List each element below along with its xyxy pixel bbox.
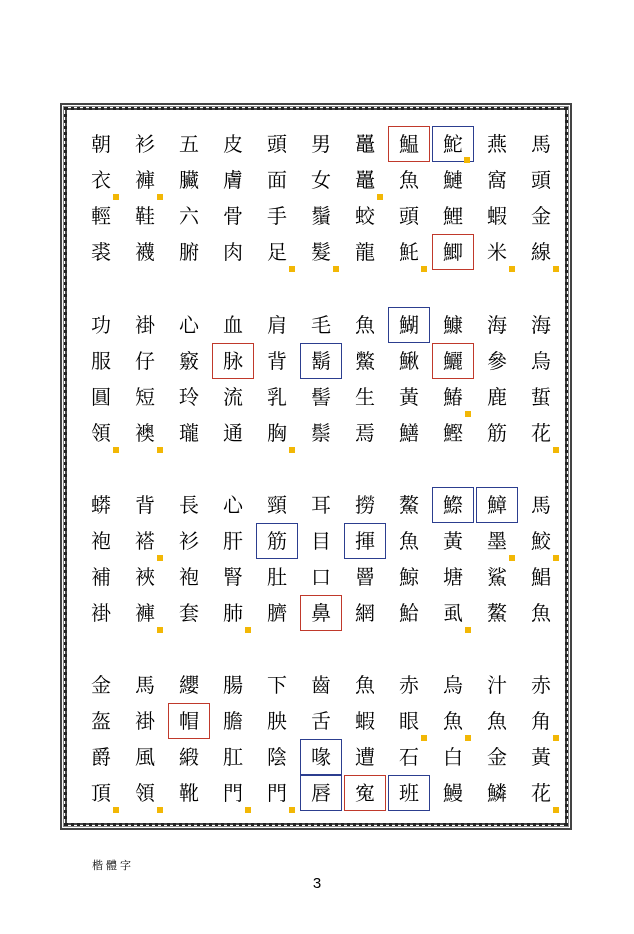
character: 龍 — [355, 240, 375, 264]
character: 角 — [520, 703, 562, 739]
character: 米 — [476, 234, 518, 270]
character: 長 — [179, 493, 199, 517]
character: 鱉 — [355, 349, 375, 373]
character: 袍 — [179, 565, 199, 589]
character: 蟒 — [91, 493, 111, 517]
highlighted-character: 鰛 — [388, 126, 430, 162]
character: 齒 — [311, 673, 331, 697]
character: 黃 — [531, 745, 551, 769]
character: 魚 — [355, 673, 375, 697]
character: 下 — [267, 673, 287, 697]
page-number: 3 — [312, 875, 322, 892]
character: 筋 — [487, 421, 507, 445]
character: 皮 — [223, 132, 243, 156]
character: 頭 — [531, 168, 551, 192]
character: 魚 — [399, 168, 419, 192]
character: 心 — [179, 313, 199, 337]
character: 鼉 — [344, 162, 386, 198]
character: 肛 — [223, 745, 243, 769]
character: 網 — [355, 601, 375, 625]
character: 馬 — [531, 132, 551, 156]
character: 通 — [223, 421, 243, 445]
highlighted-character: 鱆 — [476, 487, 518, 523]
tone-marker — [157, 807, 163, 813]
character: 服 — [91, 349, 111, 373]
character: 馬 — [135, 673, 155, 697]
character: 領 — [124, 775, 166, 811]
character: 燕 — [487, 132, 507, 156]
character: 金 — [91, 673, 111, 697]
character: 鰆 — [432, 379, 474, 415]
character: 髻 — [311, 385, 331, 409]
character: 鯧 — [531, 565, 551, 589]
character: 鰹 — [443, 421, 463, 445]
character: 赤 — [399, 673, 419, 697]
tone-marker — [333, 266, 339, 272]
character: 圓 — [91, 385, 111, 409]
character: 鬃 — [311, 421, 331, 445]
tone-marker — [113, 447, 119, 453]
tone-marker — [553, 447, 559, 453]
character: 眼 — [388, 703, 430, 739]
character: 心 — [223, 493, 243, 517]
tone-marker — [465, 627, 471, 633]
character: 肚 — [267, 565, 287, 589]
character: 套 — [179, 601, 199, 625]
character: 門 — [256, 775, 298, 811]
character: 魚 — [531, 601, 551, 625]
character: 魚 — [432, 703, 474, 739]
character: 蜇 — [531, 385, 551, 409]
character: 目 — [311, 529, 331, 553]
character: 補 — [91, 565, 111, 589]
character: 塘 — [443, 565, 463, 589]
character: 衫 — [135, 132, 155, 156]
character: 腑 — [179, 240, 199, 264]
character: 金 — [487, 745, 507, 769]
highlighted-character: 鰗 — [388, 307, 430, 343]
highlighted-character: 鮀 — [432, 126, 474, 162]
character: 褂 — [135, 313, 155, 337]
character: 六 — [179, 204, 199, 228]
character: 男 — [311, 132, 331, 156]
tone-marker — [509, 266, 515, 272]
character: 耳 — [311, 493, 331, 517]
character: 褂 — [135, 709, 155, 733]
character: 緞 — [179, 745, 199, 769]
character: 罾 — [355, 565, 375, 589]
character: 鯨 — [399, 565, 419, 589]
character: 手 — [267, 204, 287, 228]
character: 窩 — [487, 168, 507, 192]
character: 頂 — [80, 775, 122, 811]
tone-marker — [245, 627, 251, 633]
character: 衣 — [80, 162, 122, 198]
highlighted-character: 鯽 — [432, 234, 474, 270]
character: 陰 — [267, 745, 287, 769]
character: 五 — [179, 132, 199, 156]
character: 仔 — [135, 349, 155, 373]
character: 舌 — [311, 709, 331, 733]
character: 褂 — [91, 601, 111, 625]
character: 鮯 — [399, 601, 419, 625]
tone-marker — [289, 266, 295, 272]
character: 鼉 — [355, 132, 375, 156]
character: 膽 — [223, 709, 243, 733]
character: 褲 — [124, 595, 166, 631]
character: 背 — [267, 349, 287, 373]
character: 纓 — [179, 673, 199, 697]
character: 頸 — [267, 493, 287, 517]
character: 流 — [223, 385, 243, 409]
character: 鰲 — [399, 493, 419, 517]
character: 衫 — [179, 529, 199, 553]
character: 海 — [487, 313, 507, 337]
character: 鰍 — [399, 349, 419, 373]
character: 魚 — [355, 313, 375, 337]
character: 瓏 — [179, 421, 199, 445]
highlighted-character: 脉 — [212, 343, 254, 379]
character: 鹿 — [487, 385, 507, 409]
tone-marker — [113, 807, 119, 813]
character: 風 — [135, 745, 155, 769]
character: 裘 — [91, 240, 111, 264]
tone-marker — [289, 447, 295, 453]
character: 虱 — [432, 595, 474, 631]
tone-marker — [421, 266, 427, 272]
tone-marker — [553, 807, 559, 813]
character: 乳 — [267, 385, 287, 409]
highlighted-character: 揮 — [344, 523, 386, 559]
character: 鰻 — [443, 781, 463, 805]
character: 生 — [355, 385, 375, 409]
character: 鬚 — [311, 204, 331, 228]
highlighted-character: 帽 — [168, 703, 210, 739]
character: 花 — [520, 775, 562, 811]
character: 魚 — [487, 709, 507, 733]
character: 輕 — [91, 204, 111, 228]
highlighted-character: 喙 — [300, 739, 342, 775]
character: 腎 — [223, 565, 243, 589]
character: 肺 — [212, 595, 254, 631]
character: 襖 — [124, 415, 166, 451]
character: 肉 — [223, 240, 243, 264]
highlighted-character: 鬍 — [300, 343, 342, 379]
character: 頭 — [399, 204, 419, 228]
character: 汁 — [487, 673, 507, 697]
tone-marker — [245, 807, 251, 813]
character: 參 — [487, 349, 507, 373]
highlighted-character: 唇 — [300, 775, 342, 811]
character: 白 — [443, 745, 463, 769]
character: 烏 — [531, 349, 551, 373]
character: 血 — [223, 313, 243, 337]
character: 玲 — [179, 385, 199, 409]
character: 肝 — [223, 529, 243, 553]
character: 頭 — [267, 132, 287, 156]
character: 焉 — [355, 421, 375, 445]
character: 爵 — [91, 745, 111, 769]
character: 褡 — [124, 523, 166, 559]
character: 馬 — [531, 493, 551, 517]
character: 鰱 — [443, 168, 463, 192]
character: 鞋 — [135, 204, 155, 228]
highlighted-character: 寃 — [344, 775, 386, 811]
character: 黃 — [443, 529, 463, 553]
character: 面 — [267, 168, 287, 192]
character: 朝 — [91, 132, 111, 156]
character: 襪 — [135, 240, 155, 264]
highlighted-character: 鱺 — [432, 343, 474, 379]
character: 胸 — [256, 415, 298, 451]
character: 肩 — [267, 313, 287, 337]
character: 裌 — [135, 565, 155, 589]
character: 臍 — [267, 601, 287, 625]
character: 足 — [256, 234, 298, 270]
character: 線 — [520, 234, 562, 270]
character: 鮫 — [520, 523, 562, 559]
character: 花 — [520, 415, 562, 451]
character: 蛟 — [355, 204, 375, 228]
tone-marker — [289, 807, 295, 813]
character: 功 — [91, 313, 111, 337]
character: 領 — [80, 415, 122, 451]
character: 竅 — [179, 349, 199, 373]
character: 赤 — [531, 673, 551, 697]
character: 口 — [311, 565, 331, 589]
tone-marker — [553, 266, 559, 272]
character: 臟 — [179, 168, 199, 192]
character: 鯉 — [443, 204, 463, 228]
tone-marker — [157, 627, 163, 633]
character: 毛 — [311, 313, 331, 337]
character: 鱇 — [443, 313, 463, 337]
character: 短 — [135, 385, 155, 409]
character: 膚 — [223, 168, 243, 192]
font-caption: 楷體字 — [92, 859, 134, 872]
character: 女 — [311, 168, 331, 192]
highlighted-character: 班 — [388, 775, 430, 811]
character: 袍 — [91, 529, 111, 553]
character: 腸 — [223, 673, 243, 697]
character: 蝦 — [487, 204, 507, 228]
character: 鯊 — [487, 565, 507, 589]
character: 魚 — [399, 529, 419, 553]
character: 褲 — [124, 162, 166, 198]
character: 撈 — [355, 493, 375, 517]
character: 門 — [212, 775, 254, 811]
character: 髮 — [300, 234, 342, 270]
character: 骨 — [223, 204, 243, 228]
character: 黃 — [399, 385, 419, 409]
character: 烏 — [443, 673, 463, 697]
character: 靴 — [179, 781, 199, 805]
character: 鰲 — [487, 601, 507, 625]
highlighted-character: 鰶 — [432, 487, 474, 523]
character: 金 — [531, 204, 551, 228]
highlighted-character: 筋 — [256, 523, 298, 559]
character: 海 — [531, 313, 551, 337]
character: 魠 — [388, 234, 430, 270]
character: 胦 — [267, 709, 287, 733]
character: 石 — [399, 745, 419, 769]
highlighted-character: 鼻 — [300, 595, 342, 631]
character: 墨 — [476, 523, 518, 559]
character: 蝦 — [355, 709, 375, 733]
character: 背 — [135, 493, 155, 517]
character: 遭 — [355, 745, 375, 769]
character: 盔 — [91, 709, 111, 733]
tone-marker — [157, 447, 163, 453]
character: 鱔 — [399, 421, 419, 445]
character: 鱗 — [487, 781, 507, 805]
